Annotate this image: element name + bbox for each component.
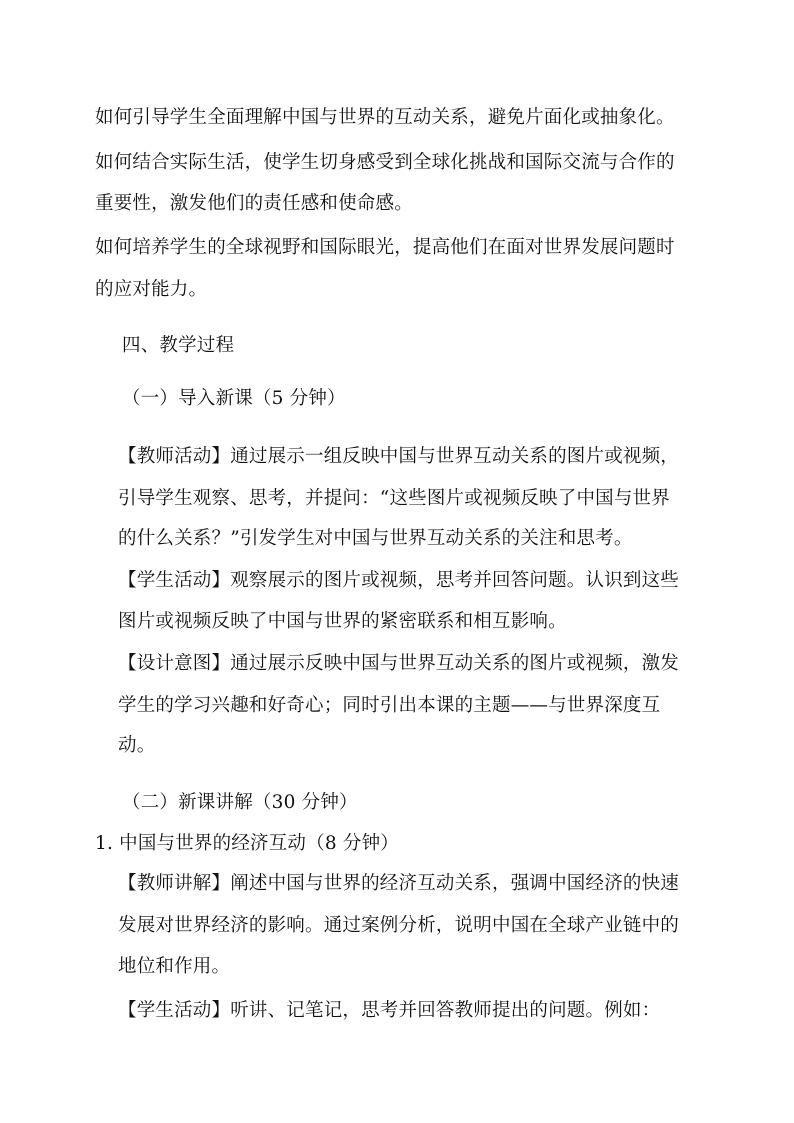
part2-student-activity-line-1: 【学生活动】听讲、记笔记，思考并回答教师提出的问题。例如： — [118, 1000, 661, 1021]
part2-teacher-explain-line-3: 地位和作用。 — [118, 956, 231, 977]
part1-design-intent-line-1: 【设计意图】通过展示反映中国与世界互动关系的图片或视频，激发 — [118, 653, 680, 674]
part2-subsection-1-title: 1. 中国与世界的经济互动（8 分钟） — [95, 833, 399, 854]
part1-design-intent-line-3: 动。 — [118, 735, 156, 756]
part1-student-activity-line-2: 图片或视频反映了中国与世界的紧密联系和相互影响。 — [118, 611, 567, 632]
part1-teacher-activity-line-1: 【教师活动】通过展示一组反映中国与世界互动关系的图片或视频， — [118, 446, 680, 467]
part1-student-activity-line-1: 【学生活动】观察展示的图片或视频，思考并回答问题。认识到这些 — [118, 570, 680, 591]
difficulty-item-3-line-1: 如何培养学生的全球视野和国际眼光，提高他们在面对世界发展问题时 — [95, 237, 675, 258]
part1-design-intent-line-2: 学生的学习兴趣和好奇心；同时引出本课的主题——与世界深度互 — [118, 695, 661, 716]
part2-teacher-explain-line-2: 发展对世界经济的影响。通过案例分析，说明中国在全球产业链中的 — [118, 915, 680, 936]
difficulty-item-1: 如何引导学生全面理解中国与世界的互动关系，避免片面化或抽象化。 — [95, 107, 675, 128]
part1-teacher-activity-line-2: 引导学生观察、思考，并提问：“这些图片或视频反映了中国与世界 — [118, 488, 670, 509]
difficulty-item-2-line-2: 重要性，激发他们的责任感和使命感。 — [95, 193, 413, 214]
section-heading-teaching-process: 四、教学过程 — [122, 335, 235, 356]
part1-teacher-activity-line-3: 的什么关系？”引发学生对中国与世界互动关系的关注和思考。 — [118, 528, 633, 549]
difficulty-item-3-line-2: 的应对能力。 — [95, 279, 208, 300]
difficulty-item-2-line-1: 如何结合实际生活，使学生切身感受到全球化挑战和国际交流与合作的 — [95, 152, 675, 173]
part1-title: （一）导入新课（5 分钟） — [122, 388, 346, 409]
part2-title: （二）新课讲解（30 分钟） — [122, 792, 358, 813]
part2-teacher-explain-line-1: 【教师讲解】阐述中国与世界的经济互动关系，强调中国经济的快速 — [118, 873, 680, 894]
